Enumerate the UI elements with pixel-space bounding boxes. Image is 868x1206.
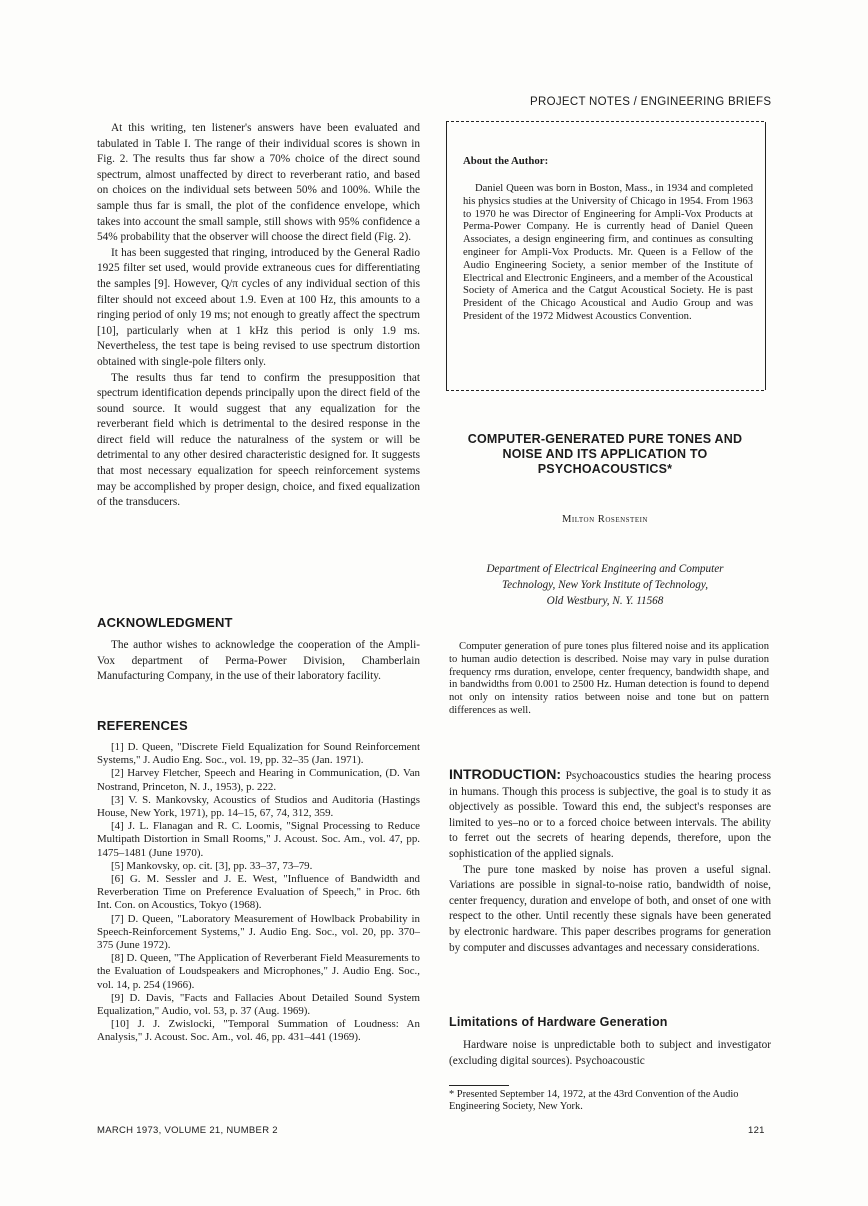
author-box-heading: About the Author: [463, 155, 549, 167]
references-list [97, 741, 420, 1045]
author-box-bottom-rule [446, 390, 764, 391]
reference-item: [10] J. J. Zwislocki, "Temporal Summation of Loudness: An Analysis," J. Acoust. Soc. Am., vol. 46, pp. 431–441 (1969). [97, 1018, 420, 1044]
paragraph: It has been suggested that ringing, introduced by the General Radio 1925 filter set used, would provide extraneous cues for differentiating the samples [9]. However, Q/π cycles of any individual section of this filter should not exceed about 1.9. Even at 100 Hz, this amounts to a ringing period of only 19 ms; not enough to greatly affect the spectrum [10], particularly when at 1 kHz this period is only 1.9 ms. Nevertheless, the test tape is being revised to use spectrum distortion obtained with single-pole filters only. [97, 246, 420, 368]
references-heading: REFERENCES [97, 718, 188, 733]
footnote-text: * Presented September 14, 1972, at the 43rd Convention of the Audio Engineering Society, New York. [449, 1089, 739, 1113]
intro-second-paragraph: The pure tone masked by noise has proven a useful signal. Variations are possible in signal-to-noise ratio, bandwidth of noise, center frequency, duration and envelope of both, and onset of one with respect to the other. Until recently these signals have been generated by electronic hardware. This paper describes programs for generation by computer and discusses advantages and necessary considerations. [449, 863, 771, 954]
affiliation [446, 561, 764, 609]
affiliation-line: Technology, New York Institute of Technology, [501, 579, 709, 591]
journal-footer: MARCH 1973, VOLUME 21, NUMBER 2 [97, 1125, 278, 1136]
reference-item: [5] Mankovsky, op. cit. [3], pp. 33–37, 73–79. [111, 859, 313, 872]
intro-first-text: Psychoacoustics studies the hearing process in humans. Though this process is subjective, the goal is to study it as objectively as possible. Toward this end, the subject's responses are limited to yes–no or to a forced choice between intervals. The ability to ferret out the secrets of hearing depends, therefore, upon the sophistication of the applied signals. [449, 770, 772, 860]
reference-item: [2] Harvey Fletcher, Speech and Hearing in Communication, (D. Van Nostrand, Princeton, N. J., 1953), p. 222. [97, 767, 420, 793]
paragraph: At this writing, ten listener's answers have been evaluated and tabulated in Table I. The range of their individual scores is shown in Fig. 2. The results thus far show a 70% choice of the direct sound spectrum, almost unaffected by direct to reverberant ratio, and based on choices on the individual sets between 50% and 100%. While the sample thus far is small, the plot of the confidence envelope, which takes into account the small sample, still shows with 95% confidence a 54% probability that the observer will choose the direct field (Fig. 2). [97, 122, 420, 244]
introduction [449, 767, 771, 956]
acknowledgment-heading: ACKNOWLEDGMENT [97, 615, 233, 630]
reference-item: [7] D. Queen, "Laboratory Measurement of Howlback Probability in Speech-Reinforcement Systems," J. Audio Eng. Soc., vol. 20, pp. 370–375 (June 1972). [97, 912, 420, 952]
affiliation-line: Old Westbury, N. Y. 11568 [546, 595, 664, 607]
paragraph: The results thus far tend to confirm the presupposition that spectrum identification depends principally upon the direct field of the sound source. It would suggest that any equalization for the reverberant field which is detrimental to the desired response in the direct field will reduce the naturalness of the system or will be detrimental to any other desired characteristic designed for. It suggests that most necessary equalization for speech reinforcement systems may be accomplished by proper design, choice, and fixed equalization of the transducers. [97, 371, 420, 509]
limitations-body [449, 1038, 771, 1069]
page-number: 121 [748, 1125, 765, 1136]
footnote [449, 1089, 771, 1114]
left-column-body [97, 121, 420, 511]
title-line: COMPUTER-GENERATED PURE TONES AND [467, 432, 743, 446]
reference-item: [1] D. Queen, "Discrete Field Equalization for Sound Reinforcement Systems," J. Audio Eng. Soc., vol. 19, pp. 32–35 (Jan. 1971). [97, 741, 420, 767]
title-line: PSYCHOACOUSTICS* [537, 462, 673, 476]
reference-item: [6] G. M. Sessler and J. E. West, "Influence of Bandwidth and Reverberation Time on Preference Evaluation of Speech," in Proc. 6th Int. Con. on Acoustics, Tokyo (1968). [97, 873, 420, 912]
intro-paragraph [449, 767, 771, 863]
acknowledgment-text: The author wishes to acknowledge the cooperation of the Ampli-Vox department of Perma-Power Division, Chamberlain Manufacturing Company, in the use of their laboratory facility. [97, 639, 420, 683]
intro-heading: INTRODUCTION: [449, 766, 561, 782]
reference-item: [3] V. S. Mankovsky, Acoustics of Studios and Auditoria (Hastings House, New York, 1971), pp. 14–15, 67, 74, 312, 359. [97, 793, 420, 820]
reference-item: [4] J. L. Flanagan and R. C. Loomis, "Signal Processing to Reduce Multipath Distortion in Small Rooms," J. Acoust. Soc. Am., vol. 47, pp. 1475–1481 (June 1970). [97, 820, 420, 859]
abstract-text: Computer generation of pure tones plus filtered noise and its application to human audio detection is described. Noise may vary in pulse duration frequency rms duration, envelope, center frequency, bandwidth shape, and in bandwidths from 0.001 to 2500 Hz. Human detection is found to depend not only on intensity ratios between noise and tone but on pattern differences as well. [449, 641, 769, 716]
author-bio [463, 183, 753, 324]
article-author: Milton Rosenstein [562, 514, 648, 525]
running-header: PROJECT NOTES / ENGINEERING BRIEFS [530, 96, 772, 108]
author-bio-text: Daniel Queen was born in Boston, Mass., in 1934 and completed his physics studies at the University of Chicago in 1954. From 1963 to 1970 he was Director of Engineering for Ampli-Vox Products at Perma-Power Company. He is currently head of Daniel Queen Associates, a design engineering firm, and continues as consulting engineer for Ampli-Vox Products. Mr. Queen is a Fellow of the Audio Engineering Society, a senior member of the Institute of Electrical and Electronic Engineers, and a member of the Acoustical Society of America and the Catgut Acoustical Society. He is past President of the Chicago Acoustical and Audio Group and was President of the 1972 Midwest Acoustics Convention. [463, 183, 753, 322]
footnote-rule [449, 1085, 509, 1086]
acknowledgment-body [97, 638, 420, 685]
article-title [446, 432, 764, 477]
affiliation-line: Department of Electrical Engineering and Computer [486, 563, 724, 575]
reference-item: [8] D. Queen, "The Application of Reverberant Field Measurements to the Evaluation of Loudspeakers and Microphones," J. Audio Eng. Soc., vol. 14, p. 254 (1966). [97, 952, 420, 991]
abstract [449, 641, 769, 718]
reference-item: [9] D. Davis, "Facts and Fallacies About Detailed Sound System Equalization," Audio, vol. 53, p. 37 (Aug. 1969). [97, 991, 420, 1018]
title-line: NOISE AND ITS APPLICATION TO [502, 447, 708, 461]
limitations-heading: Limitations of Hardware Generation [449, 1015, 668, 1029]
limitations-text: Hardware noise is unpredictable both to subject and investigator (excluding digital sources). Psychoacoustic [449, 1039, 771, 1067]
author-box [446, 122, 766, 390]
